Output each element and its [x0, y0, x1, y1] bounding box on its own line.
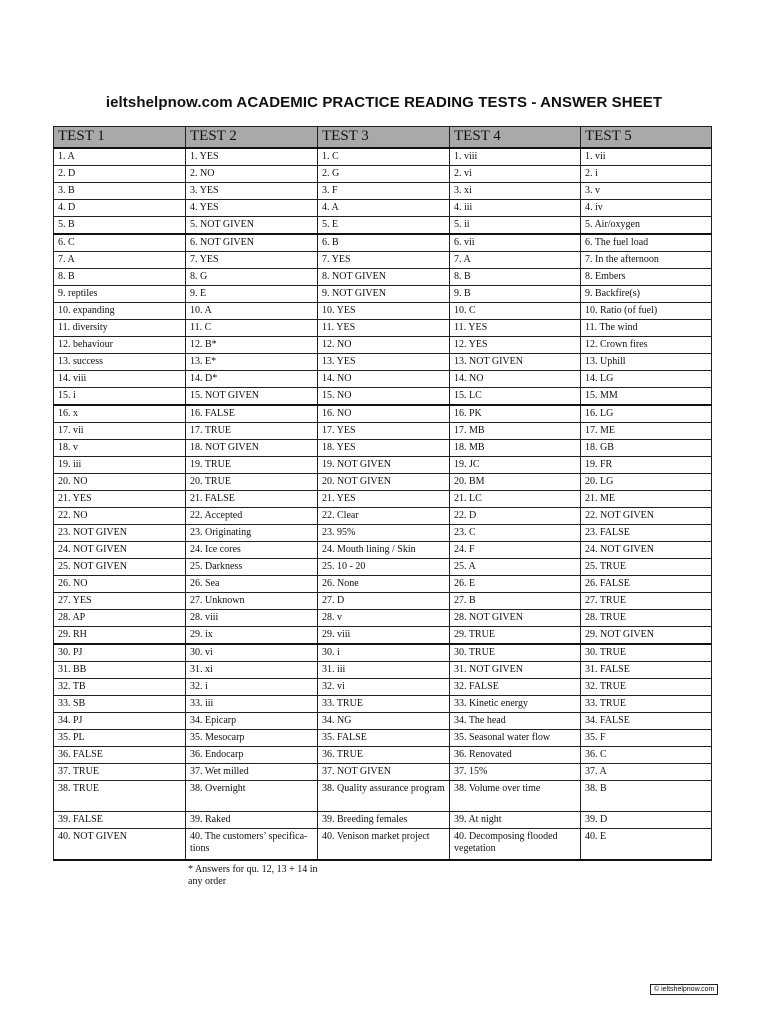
answer-cell-test-1: 8. B	[54, 269, 186, 286]
answer-body	[54, 148, 712, 860]
answer-cell-test-2: 22. Accepted	[186, 508, 318, 525]
answer-cell-test-5: 17. ME	[581, 423, 712, 440]
answer-cell-test-5: 19. FR	[581, 457, 712, 474]
answer-cell-test-1: 40. NOT GIVEN	[54, 829, 186, 861]
answer-cell-test-4: 16. PK	[450, 405, 581, 423]
table-row	[54, 252, 712, 269]
answer-cell-test-4: 11. YES	[450, 320, 581, 337]
answer-cell-test-2: 25. Darkness	[186, 559, 318, 576]
answer-cell-test-3: 40. Venison market project	[318, 829, 450, 861]
table-row	[54, 217, 712, 235]
answer-cell-test-2: 20. TRUE	[186, 474, 318, 491]
table-row	[54, 286, 712, 303]
answer-cell-test-5: 36. C	[581, 747, 712, 764]
answer-cell-test-5: 40. E	[581, 829, 712, 861]
answer-cell-test-4: 31. NOT GIVEN	[450, 662, 581, 679]
header-row	[54, 127, 712, 149]
answer-cell-test-4: 27. B	[450, 593, 581, 610]
table-row	[54, 593, 712, 610]
answer-cell-test-2: 23. Originating	[186, 525, 318, 542]
answer-cell-test-2: 15. NOT GIVEN	[186, 388, 318, 406]
answer-cell-test-5: 35. F	[581, 730, 712, 747]
answer-cell-test-1: 12. behaviour	[54, 337, 186, 354]
answer-cell-test-5: 21. ME	[581, 491, 712, 508]
answer-cell-test-3: 31. iii	[318, 662, 450, 679]
answer-cell-test-4: 12. YES	[450, 337, 581, 354]
answer-cell-test-5: 26. FALSE	[581, 576, 712, 593]
answer-cell-test-4: 8. B	[450, 269, 581, 286]
answer-cell-test-2: 9. E	[186, 286, 318, 303]
answer-cell-test-5: 28. TRUE	[581, 610, 712, 627]
answer-cell-test-5: 3. v	[581, 183, 712, 200]
answer-cell-test-4: 15. LC	[450, 388, 581, 406]
answer-cell-test-3: 28. v	[318, 610, 450, 627]
answer-cell-test-4: 39. At night	[450, 812, 581, 829]
answer-cell-test-3: 30. i	[318, 644, 450, 662]
answer-cell-test-5: 39. D	[581, 812, 712, 829]
answer-cell-test-1: 26. NO	[54, 576, 186, 593]
answer-cell-test-1: 4. D	[54, 200, 186, 217]
answer-cell-test-3: 14. NO	[318, 371, 450, 388]
answer-cell-test-1: 17. vii	[54, 423, 186, 440]
answer-cell-test-2: 24. Ice cores	[186, 542, 318, 559]
answer-cell-test-5: 34. FALSE	[581, 713, 712, 730]
answer-cell-test-4: 30. TRUE	[450, 644, 581, 662]
answer-cell-test-5: 7. In the afternoon	[581, 252, 712, 269]
answer-cell-test-3: 15. NO	[318, 388, 450, 406]
answer-cell-test-4: 36. Renovated	[450, 747, 581, 764]
answer-cell-test-2: 27. Unknown	[186, 593, 318, 610]
table-row	[54, 508, 712, 525]
answer-cell-test-5: 5. Air/oxygen	[581, 217, 712, 235]
answer-cell-test-1: 14. viii	[54, 371, 186, 388]
answer-cell-test-1: 35. PL	[54, 730, 186, 747]
answer-cell-test-2: 36. Endocarp	[186, 747, 318, 764]
answer-cell-test-4: 14. NO	[450, 371, 581, 388]
table-row	[54, 627, 712, 645]
answer-cell-test-5: 9. Backfire(s)	[581, 286, 712, 303]
answer-cell-test-3: 35. FALSE	[318, 730, 450, 747]
answer-cell-test-5: 29. NOT GIVEN	[581, 627, 712, 645]
answer-cell-test-2: 14. D*	[186, 371, 318, 388]
answer-cell-test-3: 11. YES	[318, 320, 450, 337]
answer-cell-test-3: 12. NO	[318, 337, 450, 354]
answer-cell-test-2: 12. B*	[186, 337, 318, 354]
answer-cell-test-1: 25. NOT GIVEN	[54, 559, 186, 576]
answer-cell-test-5: 37. A	[581, 764, 712, 781]
answer-cell-test-5: 24. NOT GIVEN	[581, 542, 712, 559]
answer-cell-test-4: 34. The head	[450, 713, 581, 730]
answer-cell-test-3: 23. 95%	[318, 525, 450, 542]
footnote: * Answers for qu. 12, 13 + 14 in any order	[188, 864, 318, 887]
answer-cell-test-3: 29. viii	[318, 627, 450, 645]
answer-cell-test-2: 5. NOT GIVEN	[186, 217, 318, 235]
answer-cell-test-1: 28. AP	[54, 610, 186, 627]
answer-cell-test-2: 26. Sea	[186, 576, 318, 593]
answer-cell-test-1: 20. NO	[54, 474, 186, 491]
answer-cell-test-5: 31. FALSE	[581, 662, 712, 679]
answer-cell-test-3: 38. Quality assurance program	[318, 781, 450, 812]
answer-cell-test-3: 32. vi	[318, 679, 450, 696]
answer-cell-test-3: 36. TRUE	[318, 747, 450, 764]
answer-cell-test-4: 9. B	[450, 286, 581, 303]
answer-cell-test-4: 35. Seasonal water flow	[450, 730, 581, 747]
answer-cell-test-3: 19. NOT GIVEN	[318, 457, 450, 474]
answer-cell-test-4: 3. xi	[450, 183, 581, 200]
answer-cell-test-5: 8. Embers	[581, 269, 712, 286]
answer-cell-test-2: 40. The customers’ specifica-tions	[186, 829, 318, 861]
answer-cell-test-4: 2. vi	[450, 166, 581, 183]
answer-cell-test-4: 29. TRUE	[450, 627, 581, 645]
answer-cell-test-1: 5. B	[54, 217, 186, 235]
answer-cell-test-2: 11. C	[186, 320, 318, 337]
answer-cell-test-4: 5. ii	[450, 217, 581, 235]
table-row	[54, 679, 712, 696]
answer-cell-test-5: 2. i	[581, 166, 712, 183]
answer-table	[53, 126, 712, 861]
answer-cell-test-3: 3. F	[318, 183, 450, 200]
table-row	[54, 525, 712, 542]
answer-cell-test-3: 24. Mouth lining / Skin	[318, 542, 450, 559]
answer-cell-test-1: 18. v	[54, 440, 186, 457]
answer-cell-test-3: 22. Clear	[318, 508, 450, 525]
answer-cell-test-1: 37. TRUE	[54, 764, 186, 781]
answer-cell-test-2: 21. FALSE	[186, 491, 318, 508]
answer-cell-test-3: 6. B	[318, 234, 450, 252]
answer-cell-test-4: 13. NOT GIVEN	[450, 354, 581, 371]
table-row	[54, 234, 712, 252]
answer-cell-test-3: 27. D	[318, 593, 450, 610]
table-row	[54, 320, 712, 337]
answer-cell-test-4: 25. A	[450, 559, 581, 576]
table-row	[54, 644, 712, 662]
answer-cell-test-4: 19. JC	[450, 457, 581, 474]
answer-cell-test-4: 24. F	[450, 542, 581, 559]
answer-cell-test-2: 32. i	[186, 679, 318, 696]
answer-cell-test-3: 16. NO	[318, 405, 450, 423]
table-row	[54, 764, 712, 781]
table-row	[54, 491, 712, 508]
table-row	[54, 730, 712, 747]
answer-cell-test-2: 30. vi	[186, 644, 318, 662]
answer-cell-test-2: 39. Raked	[186, 812, 318, 829]
answer-cell-test-3: 5. E	[318, 217, 450, 235]
table-row	[54, 354, 712, 371]
table-row	[54, 371, 712, 388]
answer-cell-test-1: 36. FALSE	[54, 747, 186, 764]
answer-cell-test-3: 10. YES	[318, 303, 450, 320]
table-row	[54, 747, 712, 764]
header-test-1: TEST 1	[54, 127, 186, 149]
answer-cell-test-1: 30. PJ	[54, 644, 186, 662]
answer-cell-test-1: 24. NOT GIVEN	[54, 542, 186, 559]
header-test-3: TEST 3	[318, 127, 450, 149]
answer-cell-test-1: 10. expanding	[54, 303, 186, 320]
header-test-2: TEST 2	[186, 127, 318, 149]
answer-cell-test-4: 32. FALSE	[450, 679, 581, 696]
answer-cell-test-5: 4. iv	[581, 200, 712, 217]
answer-cell-test-2: 19. TRUE	[186, 457, 318, 474]
answer-cell-test-2: 1. YES	[186, 148, 318, 166]
table-row	[54, 423, 712, 440]
answer-cell-test-4: 6. vii	[450, 234, 581, 252]
answer-cell-test-1: 31. BB	[54, 662, 186, 679]
answer-cell-test-3: 21. YES	[318, 491, 450, 508]
answer-cell-test-5: 23. FALSE	[581, 525, 712, 542]
answer-cell-test-5: 14. LG	[581, 371, 712, 388]
answer-cell-test-2: 28. viii	[186, 610, 318, 627]
table-row	[54, 166, 712, 183]
page-title: ieltshelpnow.com ACADEMIC PRACTICE READING TESTS - ANSWER SHEET	[105, 94, 663, 111]
header-test-5: TEST 5	[581, 127, 712, 149]
answer-cell-test-5: 25. TRUE	[581, 559, 712, 576]
answer-cell-test-5: 32. TRUE	[581, 679, 712, 696]
answer-cell-test-3: 18. YES	[318, 440, 450, 457]
answer-cell-test-2: 17. TRUE	[186, 423, 318, 440]
answer-cell-test-5: 22. NOT GIVEN	[581, 508, 712, 525]
answer-cell-test-1: 2. D	[54, 166, 186, 183]
table-row	[54, 303, 712, 320]
answer-cell-test-5: 16. LG	[581, 405, 712, 423]
answer-cell-test-2: 33. iii	[186, 696, 318, 713]
answer-cell-test-2: 38. Overnight	[186, 781, 318, 812]
answer-cell-test-1: 15. i	[54, 388, 186, 406]
table-row	[54, 183, 712, 200]
table-row	[54, 269, 712, 286]
answer-cell-test-1: 39. FALSE	[54, 812, 186, 829]
answer-cell-test-4: 26. E	[450, 576, 581, 593]
answer-cell-test-5: 15. MM	[581, 388, 712, 406]
table-row	[54, 713, 712, 730]
answer-cell-test-3: 8. NOT GIVEN	[318, 269, 450, 286]
answer-cell-test-5: 12. Crown fires	[581, 337, 712, 354]
answer-cell-test-2: 2. NO	[186, 166, 318, 183]
answer-cell-test-1: 33. SB	[54, 696, 186, 713]
answer-cell-test-2: 16. FALSE	[186, 405, 318, 423]
answer-cell-test-4: 7. A	[450, 252, 581, 269]
answer-cell-test-5: 13. Uphill	[581, 354, 712, 371]
answer-cell-test-5: 27. TRUE	[581, 593, 712, 610]
answer-cell-test-3: 9. NOT GIVEN	[318, 286, 450, 303]
table-row	[54, 662, 712, 679]
table-row	[54, 405, 712, 423]
answer-cell-test-2: 6. NOT GIVEN	[186, 234, 318, 252]
answer-cell-test-1: 21. YES	[54, 491, 186, 508]
answer-cell-test-5: 38. B	[581, 781, 712, 812]
answer-cell-test-2: 3. YES	[186, 183, 318, 200]
answer-cell-test-3: 1. C	[318, 148, 450, 166]
answer-cell-test-4: 28. NOT GIVEN	[450, 610, 581, 627]
answer-cell-test-2: 34. Epicarp	[186, 713, 318, 730]
answer-cell-test-4: 37. 15%	[450, 764, 581, 781]
answer-cell-test-5: 6. The fuel load	[581, 234, 712, 252]
answer-cell-test-1: 7. A	[54, 252, 186, 269]
answer-cell-test-1: 32. TB	[54, 679, 186, 696]
table-row	[54, 474, 712, 491]
answer-cell-test-1: 29. RH	[54, 627, 186, 645]
answer-cell-test-5: 11. The wind	[581, 320, 712, 337]
answer-cell-test-1: 16. x	[54, 405, 186, 423]
answer-cell-test-4: 18. MB	[450, 440, 581, 457]
answer-cell-test-1: 13. success	[54, 354, 186, 371]
answer-cell-test-4: 38. Volume over time	[450, 781, 581, 812]
answer-cell-test-4: 1. viii	[450, 148, 581, 166]
answer-cell-test-2: 13. E*	[186, 354, 318, 371]
answer-cell-test-2: 4. YES	[186, 200, 318, 217]
answer-cell-test-1: 1. A	[54, 148, 186, 166]
answer-cell-test-2: 29. ix	[186, 627, 318, 645]
table-row	[54, 457, 712, 474]
answer-cell-test-1: 34. PJ	[54, 713, 186, 730]
answer-cell-test-3: 17. YES	[318, 423, 450, 440]
table-row	[54, 200, 712, 217]
answer-cell-test-3: 26. None	[318, 576, 450, 593]
answer-cell-test-2: 35. Mesocarp	[186, 730, 318, 747]
answer-cell-test-1: 3. B	[54, 183, 186, 200]
answer-cell-test-1: 22. NO	[54, 508, 186, 525]
answer-cell-test-3: 7. YES	[318, 252, 450, 269]
table-row	[54, 388, 712, 406]
answer-cell-test-5: 1. vii	[581, 148, 712, 166]
answer-cell-test-4: 17. MB	[450, 423, 581, 440]
answer-cell-test-2: 7. YES	[186, 252, 318, 269]
answer-cell-test-3: 37. NOT GIVEN	[318, 764, 450, 781]
answer-cell-test-1: 23. NOT GIVEN	[54, 525, 186, 542]
answer-cell-test-1: 38. TRUE	[54, 781, 186, 812]
answer-cell-test-2: 10. A	[186, 303, 318, 320]
answer-cell-test-4: 4. iii	[450, 200, 581, 217]
answer-cell-test-4: 20. BM	[450, 474, 581, 491]
answer-cell-test-1: 19. iii	[54, 457, 186, 474]
answer-cell-test-2: 18. NOT GIVEN	[186, 440, 318, 457]
answer-cell-test-3: 4. A	[318, 200, 450, 217]
answer-cell-test-5: 30. TRUE	[581, 644, 712, 662]
answer-cell-test-4: 10. C	[450, 303, 581, 320]
answer-cell-test-5: 10. Ratio (of fuel)	[581, 303, 712, 320]
table-row	[54, 696, 712, 713]
answer-cell-test-2: 8. G	[186, 269, 318, 286]
table-row	[54, 148, 712, 166]
answer-cell-test-4: 23. C	[450, 525, 581, 542]
table-row	[54, 559, 712, 576]
answer-cell-test-2: 31. xi	[186, 662, 318, 679]
answer-cell-test-4: 21. LC	[450, 491, 581, 508]
answer-cell-test-5: 20. LG	[581, 474, 712, 491]
answer-cell-test-1: 6. C	[54, 234, 186, 252]
table-row	[54, 576, 712, 593]
answer-cell-test-3: 25. 10 - 20	[318, 559, 450, 576]
table-row	[54, 610, 712, 627]
answer-cell-test-3: 34. NG	[318, 713, 450, 730]
table-row	[54, 829, 712, 861]
answer-cell-test-4: 40. Decomposing flooded vegetation	[450, 829, 581, 861]
answer-cell-test-5: 33. TRUE	[581, 696, 712, 713]
answer-cell-test-1: 11. diversity	[54, 320, 186, 337]
answer-cell-test-3: 20. NOT GIVEN	[318, 474, 450, 491]
answer-cell-test-3: 33. TRUE	[318, 696, 450, 713]
answer-cell-test-1: 27. YES	[54, 593, 186, 610]
table-row	[54, 812, 712, 829]
answer-cell-test-3: 13. YES	[318, 354, 450, 371]
answer-cell-test-5: 18. GB	[581, 440, 712, 457]
table-row	[54, 440, 712, 457]
copyright-notice: © ieltshelpnow.com	[650, 984, 718, 995]
table-row	[54, 337, 712, 354]
table-row	[54, 542, 712, 559]
answer-cell-test-3: 2. G	[318, 166, 450, 183]
answer-cell-test-3: 39. Breeding females	[318, 812, 450, 829]
answer-cell-test-4: 33. Kinetic energy	[450, 696, 581, 713]
answer-cell-test-2: 37. Wet milled	[186, 764, 318, 781]
header-test-4: TEST 4	[450, 127, 581, 149]
answer-cell-test-4: 22. D	[450, 508, 581, 525]
table-row	[54, 781, 712, 812]
answer-cell-test-1: 9. reptiles	[54, 286, 186, 303]
